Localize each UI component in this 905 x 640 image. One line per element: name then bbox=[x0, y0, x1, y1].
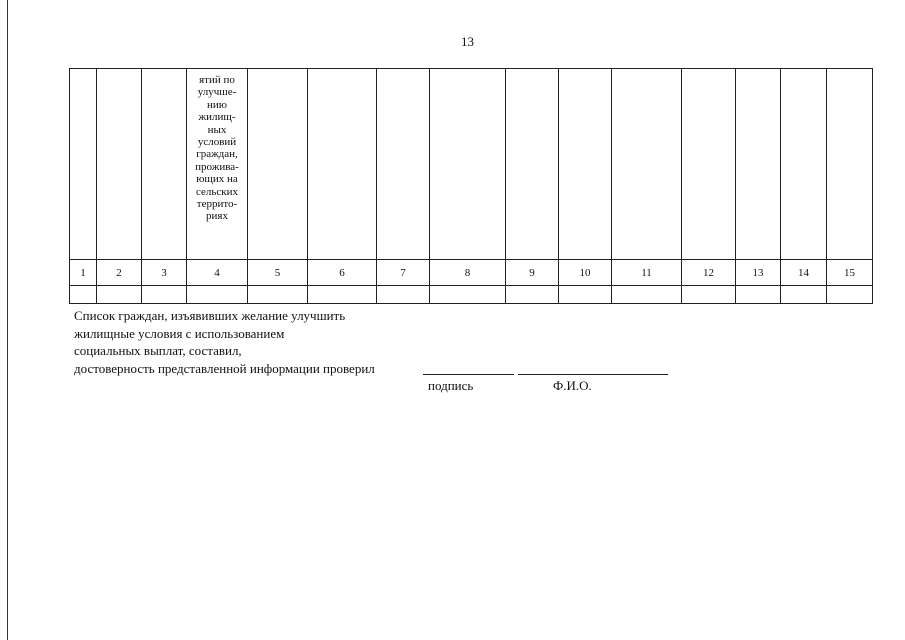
column-number: 14 bbox=[781, 260, 827, 286]
table-cell bbox=[506, 286, 559, 304]
header-cell-9 bbox=[506, 69, 559, 260]
column-number: 2 bbox=[97, 260, 142, 286]
column-number: 1 bbox=[70, 260, 97, 286]
header-cell-14 bbox=[781, 69, 827, 260]
page-number: 13 bbox=[461, 34, 474, 49]
header-cell-7 bbox=[377, 69, 430, 260]
col4-line: улучше- bbox=[197, 86, 237, 99]
column-number-row bbox=[70, 260, 873, 286]
signature-caption: подпись bbox=[428, 378, 474, 393]
table-data-row bbox=[70, 286, 873, 304]
table-cell bbox=[430, 286, 506, 304]
table-cell bbox=[612, 286, 682, 304]
table-cell bbox=[97, 286, 142, 304]
col4-line: сельских bbox=[195, 185, 239, 198]
column-number: 15 bbox=[827, 260, 873, 286]
signature-blank-line bbox=[423, 374, 514, 375]
header-cell-1 bbox=[70, 69, 97, 260]
table-cell bbox=[781, 286, 827, 304]
form-table bbox=[69, 68, 873, 304]
column-number: 12 bbox=[682, 260, 736, 286]
table-header-row bbox=[70, 69, 873, 260]
col4-line: ятий по bbox=[199, 74, 235, 86]
table-cell bbox=[308, 286, 377, 304]
column-number: 3 bbox=[142, 260, 187, 286]
footer-line-2: жилищные условия с использованием bbox=[74, 325, 285, 341]
table-cell bbox=[736, 286, 781, 304]
header-cell-6 bbox=[308, 69, 377, 260]
header-cell-15 bbox=[827, 69, 873, 260]
column-number: 6 bbox=[308, 260, 377, 286]
column-number: 10 bbox=[559, 260, 612, 286]
footer-statement bbox=[74, 307, 375, 377]
col4-line: граждан, bbox=[196, 148, 238, 161]
table-cell bbox=[559, 286, 612, 304]
column-number: 7 bbox=[377, 260, 430, 286]
col4-line: риях bbox=[206, 210, 228, 223]
column-number: 8 bbox=[430, 260, 506, 286]
col4-line: условий bbox=[197, 136, 237, 149]
table-cell bbox=[377, 286, 430, 304]
header-cell-13 bbox=[736, 69, 781, 260]
footer-line-4: достоверность представленной информации проверил bbox=[74, 360, 375, 376]
header-cell-2 bbox=[97, 69, 142, 260]
name-caption: Ф.И.О. bbox=[553, 378, 592, 393]
footer-line-1: Список граждан, изъявивших желание улучшить bbox=[74, 308, 346, 323]
col4-line: ющих на bbox=[196, 173, 238, 186]
header-cell-3 bbox=[142, 69, 187, 260]
table-cell bbox=[682, 286, 736, 304]
column-number: 11 bbox=[612, 260, 682, 286]
column-number: 5 bbox=[248, 260, 308, 286]
col4-line: нию bbox=[207, 98, 227, 111]
header-cell-11 bbox=[612, 69, 682, 260]
col4-line: террито- bbox=[196, 198, 238, 211]
col4-line: жилищ- bbox=[198, 111, 236, 124]
footer-line-3: социальных выплат, составил, bbox=[74, 343, 242, 358]
page-edge-line bbox=[7, 0, 8, 640]
column-number: 13 bbox=[736, 260, 781, 286]
name-blank-line bbox=[518, 374, 668, 375]
header-cell-5 bbox=[248, 69, 308, 260]
column-4-header-text bbox=[187, 69, 247, 223]
table-cell bbox=[70, 286, 97, 304]
col4-line: ных bbox=[207, 123, 227, 136]
table-cell bbox=[248, 286, 308, 304]
header-cell-12 bbox=[682, 69, 736, 260]
header-cell-8 bbox=[430, 69, 506, 260]
header-cell-10 bbox=[559, 69, 612, 260]
table-cell bbox=[187, 286, 248, 304]
col4-line: прожива- bbox=[195, 160, 239, 173]
table-cell bbox=[142, 286, 187, 304]
header-cell-4 bbox=[187, 69, 248, 260]
column-number: 9 bbox=[506, 260, 559, 286]
column-number: 4 bbox=[187, 260, 248, 286]
table-cell bbox=[827, 286, 873, 304]
